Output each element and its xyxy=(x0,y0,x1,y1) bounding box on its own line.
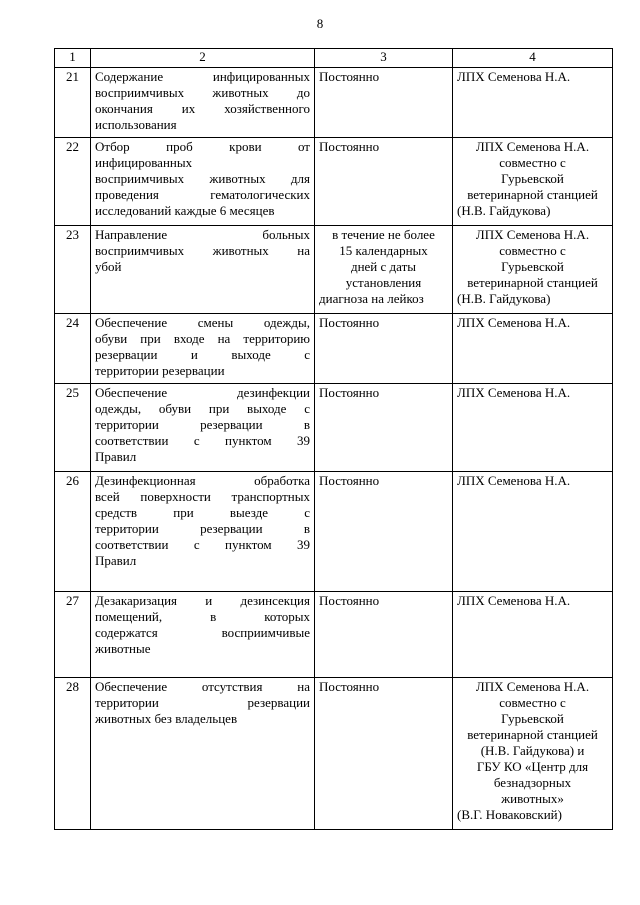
row-action xyxy=(91,472,315,592)
row-action xyxy=(91,314,315,384)
row-term-line: Постоянно xyxy=(319,69,380,84)
row-term-line: Постоянно xyxy=(319,139,380,154)
row-action-line: восприимчивых животных на xyxy=(95,243,310,258)
row-action-line: территории резервации в xyxy=(95,521,310,536)
row-action-line: Дезинфекционная обработка xyxy=(95,473,310,488)
row-responsible-line: Гурьевской xyxy=(501,711,564,726)
row-responsible-line: (Н.В. Гайдукова) и xyxy=(480,743,585,758)
table-row xyxy=(55,592,613,678)
row-term-line: Постоянно xyxy=(319,315,380,330)
page-number: 8 xyxy=(316,16,324,31)
row-number: 25 xyxy=(55,384,91,472)
row-action-line: соответствии с пунктом 39 xyxy=(95,537,310,552)
row-action-line: содержатся восприимчивые xyxy=(95,625,310,640)
row-action-line: Содержание инфицированных xyxy=(95,69,310,84)
row-action xyxy=(91,592,315,678)
row-action-line: восприимчивых животных для xyxy=(95,171,310,186)
row-action-line: проведения гематологических xyxy=(95,187,310,202)
row-responsible xyxy=(453,678,613,830)
row-responsible-line: совместно с xyxy=(499,243,566,258)
row-responsible-line: ЛПХ Семенова Н.А. xyxy=(475,227,590,242)
row-responsible-line: безнадзорных xyxy=(493,775,572,790)
row-responsible-line: ЛПХ Семенова Н.А. xyxy=(457,473,571,488)
row-responsible xyxy=(453,226,613,314)
row-action xyxy=(91,678,315,830)
row-responsible-line: совместно с xyxy=(499,695,566,710)
row-term-line: Постоянно xyxy=(319,679,380,694)
row-term xyxy=(315,138,453,226)
row-action xyxy=(91,384,315,472)
table-row xyxy=(55,138,613,226)
row-responsible-line: (Н.В. Гайдукова) xyxy=(457,291,551,306)
row-responsible-line: ГБУ КО «Центр для xyxy=(476,759,589,774)
row-responsible-line: Гурьевской xyxy=(501,259,564,274)
row-responsible-line: (Н.В. Гайдукова) xyxy=(457,203,551,218)
row-term xyxy=(315,314,453,384)
row-action-line: территории резервации в xyxy=(95,417,310,432)
row-term-line: 15 календарных xyxy=(339,243,428,258)
row-responsible-line: совместно с xyxy=(499,155,566,170)
row-action-line: помещений, в которых xyxy=(95,609,310,624)
row-responsible-line: ЛПХ Семенова Н.А. xyxy=(457,315,571,330)
row-responsible-line: Гурьевской xyxy=(501,171,564,186)
row-action-line: инфицированных xyxy=(95,155,193,170)
row-action-line: животных без владельцев xyxy=(95,711,238,726)
row-term xyxy=(315,592,453,678)
row-term xyxy=(315,472,453,592)
row-action-line: обуви при входе на территорию xyxy=(95,331,310,346)
row-action-line: Правил xyxy=(95,553,137,568)
table-row xyxy=(55,226,613,314)
row-number: 28 xyxy=(55,678,91,830)
row-responsible xyxy=(453,384,613,472)
row-responsible-line: ЛПХ Семенова Н.А. xyxy=(457,385,571,400)
row-responsible xyxy=(453,138,613,226)
row-action-line: убой xyxy=(95,259,122,274)
row-responsible-line: ЛПХ Семенова Н.А. xyxy=(475,679,590,694)
row-number: 27 xyxy=(55,592,91,678)
row-action-line: восприимчивых животных до xyxy=(95,85,310,100)
table-row xyxy=(55,472,613,592)
table-header-row xyxy=(55,49,613,68)
row-term-line: в течение не более xyxy=(332,227,435,242)
header-col-3: 3 xyxy=(315,49,453,68)
row-action-line: территории резервации xyxy=(95,363,225,378)
row-number: 21 xyxy=(55,68,91,138)
row-action-line: одежды, обуви при выходе с xyxy=(95,401,310,416)
row-responsible xyxy=(453,592,613,678)
row-responsible-line: ветеринарной станцией xyxy=(467,275,598,290)
row-term-line: Постоянно xyxy=(319,593,380,608)
row-action-line: резервации и выходе с xyxy=(95,347,310,362)
row-responsible-line: ЛПХ Семенова Н.А. xyxy=(475,139,590,154)
table-row xyxy=(55,678,613,830)
row-responsible-line: животных» xyxy=(501,791,564,806)
row-action-line: средств при выезде с xyxy=(95,505,310,520)
row-action-line: Обеспечение дезинфекции xyxy=(95,385,310,400)
table-row xyxy=(55,384,613,472)
row-action xyxy=(91,138,315,226)
header-col-1: 1 xyxy=(55,49,91,68)
row-responsible-line: ветеринарной станцией xyxy=(467,187,598,202)
table-row xyxy=(55,68,613,138)
row-action-line: Обеспечение отсутствия на xyxy=(95,679,310,694)
row-action-line: Направление больных xyxy=(95,227,310,242)
row-responsible xyxy=(453,472,613,592)
row-term xyxy=(315,678,453,830)
row-term-line: дней с даты xyxy=(350,259,417,274)
row-number: 22 xyxy=(55,138,91,226)
row-action-line: территории резервации xyxy=(95,695,310,710)
row-responsible xyxy=(453,314,613,384)
row-action xyxy=(91,226,315,314)
header-col-2: 2 xyxy=(91,49,315,68)
row-term xyxy=(315,68,453,138)
row-responsible xyxy=(453,68,613,138)
row-number: 23 xyxy=(55,226,91,314)
row-term-line: установления xyxy=(345,275,422,290)
row-action-line: соответствии с пунктом 39 xyxy=(95,433,310,448)
row-action-line: всей поверхности транспортных xyxy=(95,489,310,504)
row-action-line: окончания их хозяйственного xyxy=(95,101,310,116)
table-row xyxy=(55,314,613,384)
row-responsible-line: ЛПХ Семенова Н.А. xyxy=(457,593,571,608)
row-action xyxy=(91,68,315,138)
row-term-line: Постоянно xyxy=(319,385,380,400)
measures-table xyxy=(54,48,613,830)
row-action-line: Отбор проб крови от xyxy=(95,139,310,154)
row-number: 24 xyxy=(55,314,91,384)
row-action-line: Дезакаризация и дезинсекция xyxy=(95,593,310,608)
row-action-line: Правил xyxy=(95,449,137,464)
row-term xyxy=(315,226,453,314)
row-action-line: использования xyxy=(95,117,177,132)
header-col-4: 4 xyxy=(453,49,613,68)
row-term xyxy=(315,384,453,472)
row-number: 26 xyxy=(55,472,91,592)
row-term-line: Постоянно xyxy=(319,473,380,488)
row-responsible-line: ЛПХ Семенова Н.А. xyxy=(457,69,571,84)
row-action-line: животные xyxy=(95,641,151,656)
row-action-line: Обеспечение смены одежды, xyxy=(95,315,310,330)
row-responsible-line: ветеринарной станцией xyxy=(467,727,598,742)
row-term-line: диагноза на лейкоз xyxy=(319,291,424,306)
row-action-line: исследований каждые 6 месяцев xyxy=(95,203,275,218)
row-responsible-line: (В.Г. Новаковский) xyxy=(457,807,562,822)
